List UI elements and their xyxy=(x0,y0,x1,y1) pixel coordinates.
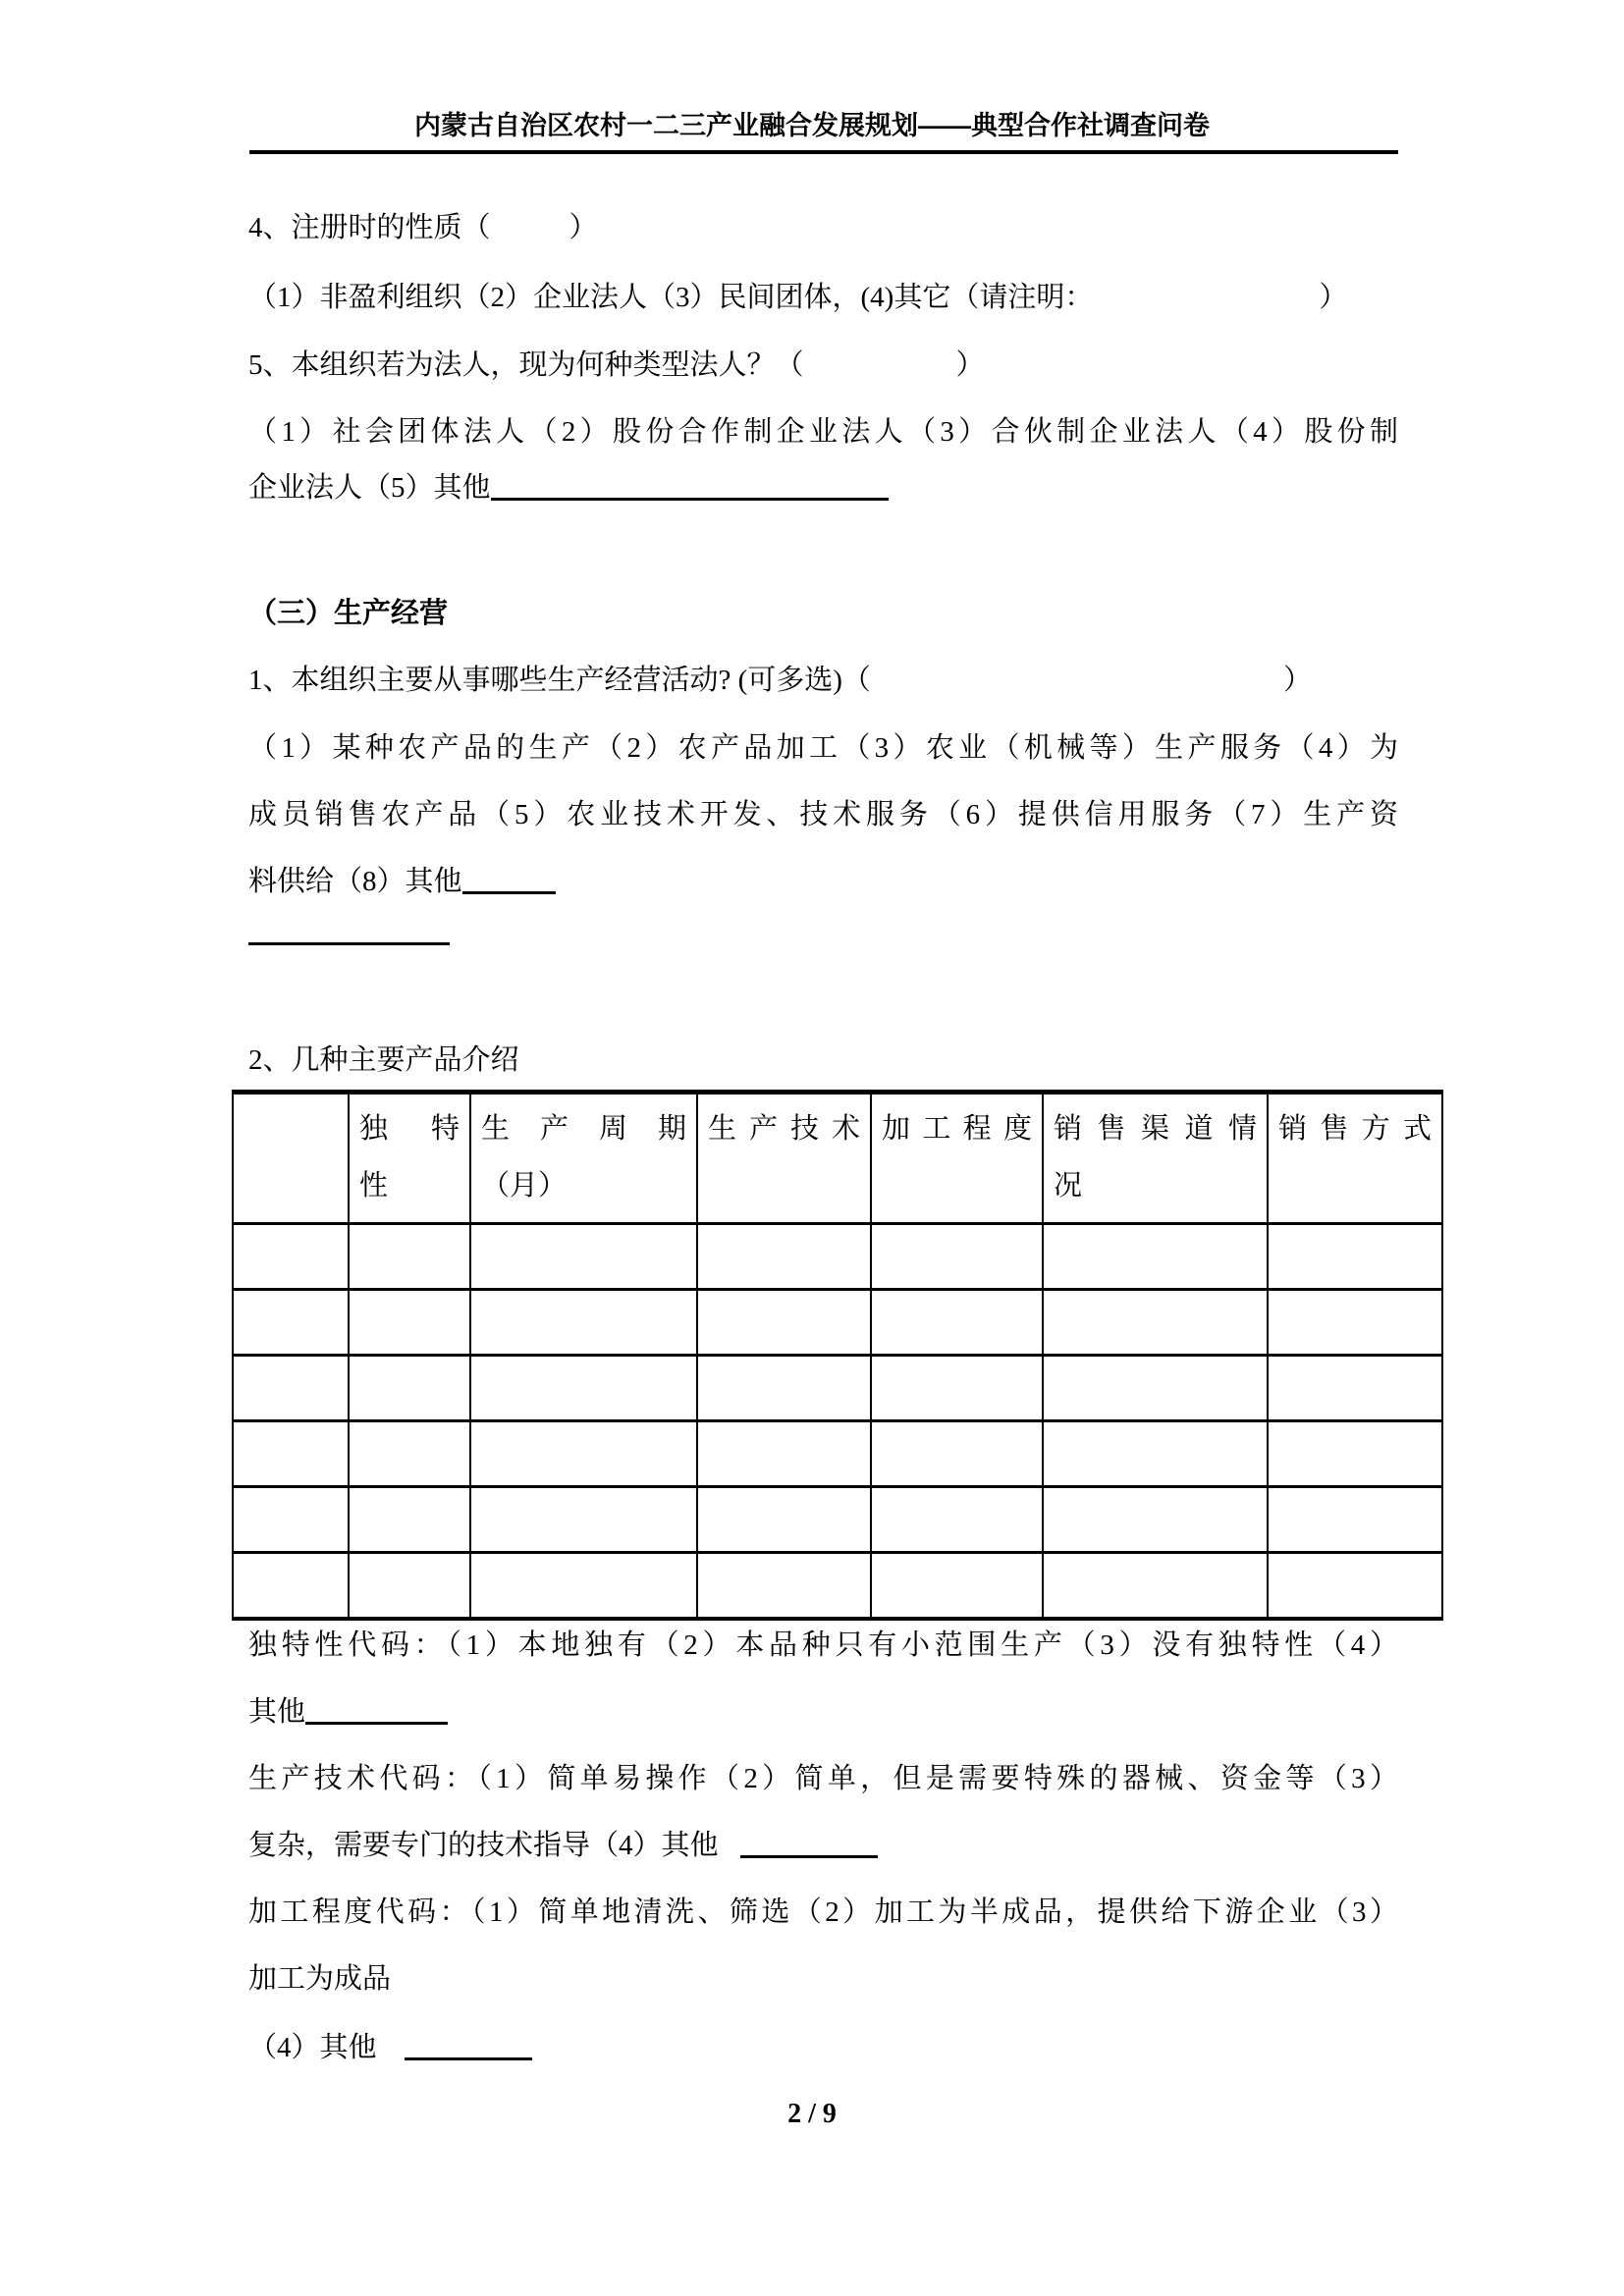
table-cell[interactable] xyxy=(349,1224,470,1290)
header-cell-processing-degree: 加工程度 xyxy=(871,1093,1043,1224)
table-cell[interactable] xyxy=(233,1356,349,1421)
processing-code-line1: 加工程度代码：（1）简单地清洗、筛选（2）加工为半成品，提供给下游企业（3） xyxy=(248,1896,1398,1928)
products-table-wrap xyxy=(232,1090,1443,1621)
table-cell[interactable] xyxy=(1043,1421,1268,1487)
header-cell-production-technique: 生产技术 xyxy=(697,1093,871,1224)
s3-q1-other-blank[interactable] xyxy=(462,866,556,894)
uniqueness-code-line1: 独特性代码：（1）本地独有（2）本品种只有小范围生产（3）没有独特性（4） xyxy=(248,1629,1398,1661)
q4-options xyxy=(248,281,1347,314)
products-table-row xyxy=(233,1356,1442,1421)
q4-options-close: ） xyxy=(1319,282,1348,313)
table-cell[interactable] xyxy=(1043,1356,1268,1421)
table-cell[interactable] xyxy=(1268,1290,1442,1356)
table-cell[interactable] xyxy=(349,1356,470,1421)
table-cell[interactable] xyxy=(697,1421,871,1487)
table-cell[interactable] xyxy=(1043,1224,1268,1290)
s3-q1-answer-space[interactable] xyxy=(871,688,1283,689)
q5-options-line1: （1）社会团体法人（2）股份合作制企业法人（3）合伙制企业法人（4）股份制 xyxy=(248,416,1398,448)
table-cell[interactable] xyxy=(349,1553,470,1620)
table-cell[interactable] xyxy=(697,1553,871,1620)
table-cell[interactable] xyxy=(697,1224,871,1290)
page-number: 2 / 9 xyxy=(787,2099,837,2129)
table-cell[interactable] xyxy=(697,1290,871,1356)
s3-q1-other-blank-continued[interactable] xyxy=(248,942,450,945)
q5-stem-close: ） xyxy=(955,349,985,381)
table-cell[interactable] xyxy=(1043,1553,1268,1620)
processing-code-line2: 加工为成品 xyxy=(248,1963,392,1995)
uniqueness-other-blank[interactable] xyxy=(305,1696,448,1725)
table-cell[interactable] xyxy=(233,1421,349,1487)
q4-stem-text: 4、注册时的性质（ xyxy=(248,212,491,243)
s3-q1-stem xyxy=(248,664,1312,697)
header-cell-sales-method: 销售方式 xyxy=(1268,1093,1442,1224)
technique-code-line2-text: 复杂，需要专门的技术指导（4）其他 xyxy=(248,1830,719,1861)
products-table-header-row xyxy=(233,1093,1442,1224)
q4-stem-close: ） xyxy=(568,212,598,243)
technique-code-line2 xyxy=(248,1829,878,1862)
s3-q1-stem-close: ） xyxy=(1282,665,1312,696)
table-cell[interactable] xyxy=(697,1487,871,1553)
q5-other-blank[interactable] xyxy=(491,472,889,501)
table-cell[interactable] xyxy=(871,1290,1043,1356)
s3-q1-options-line2: 成员销售农产品（5）农业技术开发、技术服务（6）提供信用服务（7）生产资 xyxy=(248,799,1398,830)
q5-stem xyxy=(248,348,985,382)
table-cell[interactable] xyxy=(871,1224,1043,1290)
table-cell[interactable] xyxy=(1268,1553,1442,1620)
table-cell[interactable] xyxy=(1268,1356,1442,1421)
table-cell[interactable] xyxy=(871,1487,1043,1553)
products-table-row xyxy=(233,1224,1442,1290)
processing-other-blank[interactable] xyxy=(405,2032,532,2060)
s3-q1-stem-text: 1、本组织主要从事哪些生产经营活动? (可多选)（ xyxy=(248,665,871,696)
processing-code-line3 xyxy=(248,2031,532,2064)
header-cell-sales-channel: 销售渠道情 况 xyxy=(1043,1093,1268,1224)
s3-q1-options-line1: （1）某种农产品的生产（2）农产品加工（3）农业（机械等）生产服务（4）为 xyxy=(248,732,1398,764)
header-cell-product xyxy=(233,1093,349,1224)
table-cell[interactable] xyxy=(697,1356,871,1421)
table-cell[interactable] xyxy=(233,1553,349,1620)
table-cell[interactable] xyxy=(470,1553,697,1620)
table-cell[interactable] xyxy=(470,1356,697,1421)
table-cell[interactable] xyxy=(1268,1224,1442,1290)
technique-code-line1: 生产技术代码：（1）简单易操作（2）简单，但是需要特殊的器械、资金等（3） xyxy=(248,1763,1398,1794)
table-cell[interactable] xyxy=(233,1487,349,1553)
q4-answer-space[interactable] xyxy=(491,236,569,237)
technique-blank-gap xyxy=(719,1853,740,1854)
table-cell[interactable] xyxy=(233,1224,349,1290)
section3-heading: （三）生产经营 xyxy=(248,598,449,629)
header-divider-rule xyxy=(249,150,1398,154)
q4-options-text: （1）非盈利组织（2）企业法人（3）民间团体，(4)其它（请注明： xyxy=(248,282,1094,313)
table-cell[interactable] xyxy=(349,1487,470,1553)
q4-stem xyxy=(248,211,598,244)
q5-options-line2-text: 企业法人（5）其他 xyxy=(248,472,491,504)
table-cell[interactable] xyxy=(1268,1487,1442,1553)
q5-answer-space[interactable] xyxy=(804,373,956,374)
table-cell[interactable] xyxy=(1268,1421,1442,1487)
products-table-row xyxy=(233,1421,1442,1487)
table-cell[interactable] xyxy=(349,1421,470,1487)
products-table-row xyxy=(233,1290,1442,1356)
table-cell[interactable] xyxy=(470,1224,697,1290)
technique-other-blank[interactable] xyxy=(740,1830,878,1858)
table-cell[interactable] xyxy=(470,1421,697,1487)
s3-q1-options-line3-text: 料供给（8）其他 xyxy=(248,866,462,897)
uniqueness-code-line2 xyxy=(248,1695,448,1729)
table-cell[interactable] xyxy=(871,1553,1043,1620)
products-table xyxy=(232,1090,1443,1621)
q4-other-specify-space[interactable] xyxy=(1093,305,1319,306)
products-table-row xyxy=(233,1553,1442,1620)
table-cell[interactable] xyxy=(871,1356,1043,1421)
table-cell[interactable] xyxy=(1043,1487,1268,1553)
document-header-title: 内蒙古自治区农村一二三产业融合发展规划——典型合作社调查问卷 xyxy=(414,111,1210,140)
header-cell-uniqueness: 独特 性 xyxy=(349,1093,470,1224)
s3-q1-options-line3 xyxy=(248,865,556,898)
s3-q2-label: 2、几种主要产品介绍 xyxy=(248,1044,519,1076)
table-cell[interactable] xyxy=(1043,1290,1268,1356)
table-cell[interactable] xyxy=(470,1487,697,1553)
q5-options-line2 xyxy=(248,471,889,505)
uniqueness-code-line2-text: 其他 xyxy=(248,1696,306,1728)
table-cell[interactable] xyxy=(470,1290,697,1356)
q5-stem-text: 5、本组织若为法人，现为何种类型法人？（ xyxy=(248,349,804,381)
header-cell-production-cycle: 生产周期 （月） xyxy=(470,1093,697,1224)
table-cell[interactable] xyxy=(233,1290,349,1356)
processing-code-line3-text: （4）其他 xyxy=(248,2032,377,2063)
products-table-row xyxy=(233,1487,1442,1553)
table-cell[interactable] xyxy=(349,1290,470,1356)
table-cell[interactable] xyxy=(871,1421,1043,1487)
